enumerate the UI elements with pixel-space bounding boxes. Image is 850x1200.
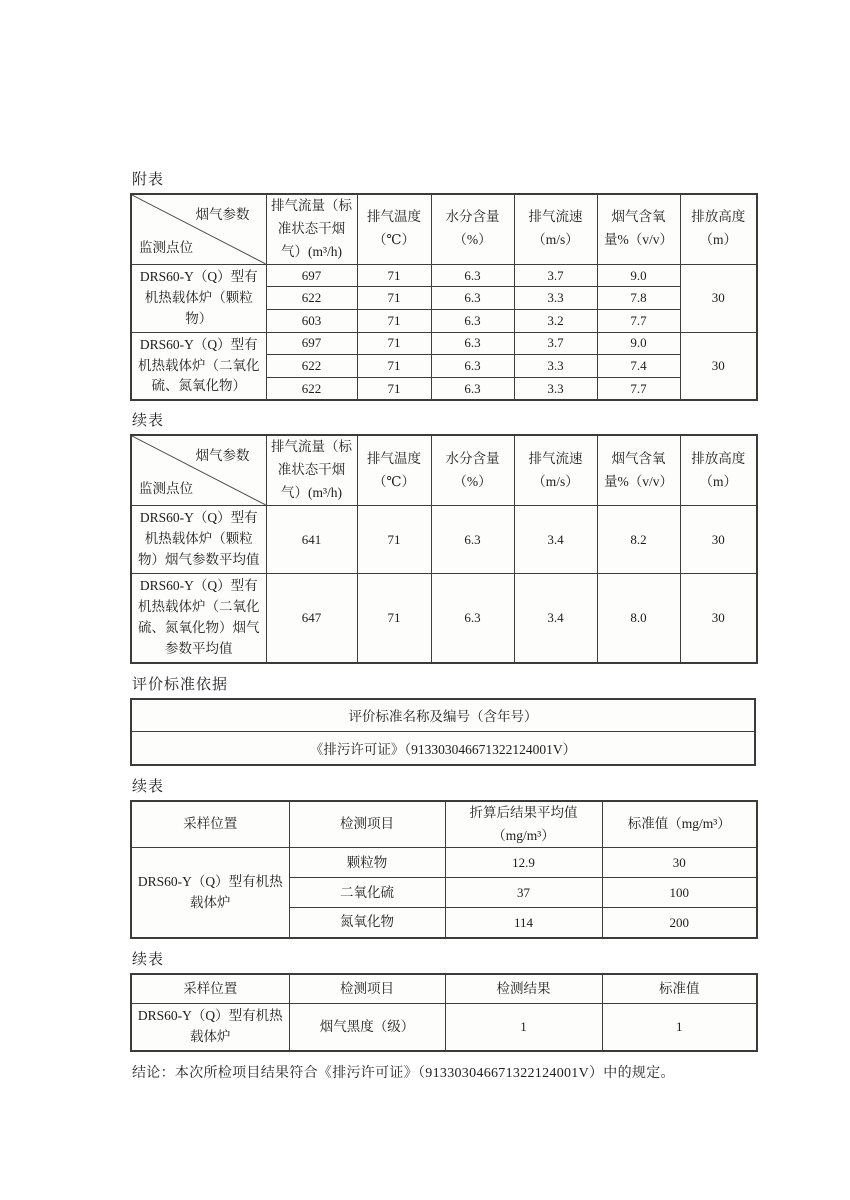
- smoke-blackness-table: [130, 973, 758, 1052]
- value-cell: 622: [266, 355, 357, 378]
- attached-table-label: 附表: [132, 172, 165, 188]
- continued-table-label: 续表: [132, 413, 165, 430]
- corner-label-points: 监测点位: [139, 239, 193, 255]
- value-cell: 9.0: [597, 332, 680, 355]
- stack-height-cell: 30: [680, 264, 757, 332]
- value-cell: 6.3: [431, 355, 514, 378]
- value-cell: 8.0: [597, 573, 680, 662]
- value-cell: 6.3: [431, 573, 514, 662]
- value-cell: 603: [266, 309, 357, 332]
- evaluation-basis-label: 评价标准依据: [132, 676, 229, 693]
- value-cell: 3.2: [514, 309, 597, 332]
- standard-cell: 200: [602, 908, 757, 938]
- header-test-item: 检测项目: [289, 974, 445, 1004]
- header-velocity: 排气流速（m/s）: [514, 194, 597, 264]
- value-cell: 3.7: [514, 332, 597, 355]
- diagonal-header-cell: [131, 435, 266, 505]
- value-cell: 3.3: [514, 355, 597, 378]
- value-cell: 71: [357, 332, 431, 355]
- value-cell: 3.3: [514, 287, 597, 310]
- value-cell: 6.3: [431, 378, 514, 401]
- value-cell: 622: [266, 287, 357, 310]
- value-cell: 8.2: [597, 506, 680, 574]
- result-cell: 12.9: [445, 848, 602, 878]
- value-cell: 71: [357, 287, 431, 310]
- value-cell: 71: [357, 506, 431, 574]
- value-cell: 30: [680, 506, 757, 574]
- test-item-cell: 氮氧化物: [289, 908, 445, 938]
- header-velocity: 排气流速（m/s）: [514, 435, 597, 505]
- result-cell: 114: [445, 908, 602, 938]
- continued-table-label: 续表: [132, 778, 165, 795]
- monitor-point-label: DRS60-Y（Q）型有机热载体炉（颗粒物）烟气参数平均值: [131, 506, 266, 574]
- table-row: [131, 332, 757, 355]
- flue-parameters-table: [130, 193, 758, 401]
- header-stack-height: 排放高度（m）: [680, 194, 757, 264]
- value-cell: 9.0: [597, 264, 680, 287]
- value-cell: 3.3: [514, 378, 597, 401]
- diagonal-header-cell: [131, 194, 266, 264]
- standard-name-header: 评价标准名称及编号（含年号）: [131, 699, 755, 732]
- stack-height-cell: 30: [680, 332, 757, 400]
- test-item-cell: 烟气黑度（级）: [289, 1004, 445, 1051]
- sampling-location-label: DRS60-Y（Q）型有机热载体炉: [131, 848, 289, 938]
- table-row: [131, 732, 755, 765]
- header-moisture: 水分含量（%）: [431, 435, 514, 505]
- value-cell: 647: [266, 573, 357, 662]
- test-item-cell: 颗粒物: [289, 848, 445, 878]
- table-row: [131, 699, 755, 732]
- flue-header-row: [131, 435, 757, 505]
- flue-header-row: [131, 194, 757, 264]
- evaluation-standards-table: [130, 698, 756, 766]
- flue-averages-table: [130, 434, 758, 663]
- standard-cell: 100: [602, 878, 757, 908]
- monitor-point-label: DRS60-Y（Q）型有机热载体炉（颗粒物）: [131, 264, 266, 332]
- conclusion-text: 结论：本次所检项目结果符合《排污许可证》（913303046671322124001V）中的规定。: [132, 1066, 675, 1082]
- header-exhaust-temp: 排气温度（℃）: [357, 194, 431, 264]
- standard-name-value: 《排污许可证》（913303046671322124001V）: [131, 732, 755, 765]
- value-cell: 697: [266, 332, 357, 355]
- value-cell: 71: [357, 355, 431, 378]
- header-moisture: 水分含量（%）: [431, 194, 514, 264]
- value-cell: 6.3: [431, 309, 514, 332]
- report-content: [130, 168, 756, 1082]
- table-row: [131, 573, 757, 662]
- standard-cell: 30: [602, 848, 757, 878]
- header-stack-height: 排放高度（m）: [680, 435, 757, 505]
- table-row: [131, 506, 757, 574]
- value-cell: 3.4: [514, 573, 597, 662]
- continued-table-label: 续表: [132, 951, 165, 968]
- value-cell: 6.3: [431, 287, 514, 310]
- result-cell: 37: [445, 878, 602, 908]
- corner-label-parameters: 烟气参数: [195, 207, 250, 222]
- value-cell: 71: [357, 264, 431, 287]
- value-cell: 6.3: [431, 264, 514, 287]
- table-header-row: [131, 801, 757, 848]
- value-cell: 6.3: [431, 332, 514, 355]
- value-cell: 7.7: [597, 378, 680, 401]
- header-exhaust-flow: 排气流量（标准状态干烟气）(m³/h): [266, 194, 357, 264]
- value-cell: 3.7: [514, 264, 597, 287]
- header-sampling-location: 采样位置: [131, 801, 289, 848]
- corner-label-points: 监测点位: [139, 481, 193, 497]
- sampling-location-label: DRS60-Y（Q）型有机热载体炉: [131, 1004, 289, 1051]
- header-test-item: 检测项目: [289, 801, 445, 848]
- converted-results-table: [130, 800, 758, 939]
- header-converted-average: 折算后结果平均值（mg/m³）: [445, 801, 602, 848]
- value-cell: 30: [680, 573, 757, 662]
- table-header-row: [131, 974, 757, 1004]
- table-row: [131, 1004, 757, 1051]
- header-oxygen: 烟气含氧量%（v/v）: [597, 194, 680, 264]
- header-standard-value: 标准值: [602, 974, 757, 1004]
- table-row: [131, 264, 757, 287]
- header-standard-value: 标准值（mg/m³）: [602, 801, 757, 848]
- result-cell: 1: [445, 1004, 602, 1051]
- value-cell: 641: [266, 506, 357, 574]
- value-cell: 7.7: [597, 309, 680, 332]
- table-row: [131, 848, 757, 878]
- value-cell: 7.4: [597, 355, 680, 378]
- value-cell: 71: [357, 378, 431, 401]
- value-cell: 697: [266, 264, 357, 287]
- value-cell: 7.8: [597, 287, 680, 310]
- value-cell: 3.4: [514, 506, 597, 574]
- monitor-point-label: DRS60-Y（Q）型有机热载体炉（二氧化硫、氮氧化物）: [131, 332, 266, 400]
- test-item-cell: 二氧化硫: [289, 878, 445, 908]
- value-cell: 6.3: [431, 506, 514, 574]
- header-exhaust-flow: 排气流量（标准状态干烟气）(m³/h): [266, 435, 357, 505]
- value-cell: 71: [357, 309, 431, 332]
- corner-label-parameters: 烟气参数: [195, 448, 250, 464]
- value-cell: 622: [266, 378, 357, 401]
- header-test-result: 检测结果: [445, 974, 602, 1004]
- standard-cell: 1: [602, 1004, 757, 1051]
- header-oxygen: 烟气含氧量%（v/v）: [597, 435, 680, 505]
- value-cell: 71: [357, 573, 431, 662]
- monitor-point-label: DRS60-Y（Q）型有机热载体炉（二氧化硫、氮氧化物）烟气参数平均值: [131, 573, 266, 662]
- header-exhaust-temp: 排气温度（℃）: [357, 435, 431, 505]
- header-sampling-location: 采样位置: [131, 974, 289, 1004]
